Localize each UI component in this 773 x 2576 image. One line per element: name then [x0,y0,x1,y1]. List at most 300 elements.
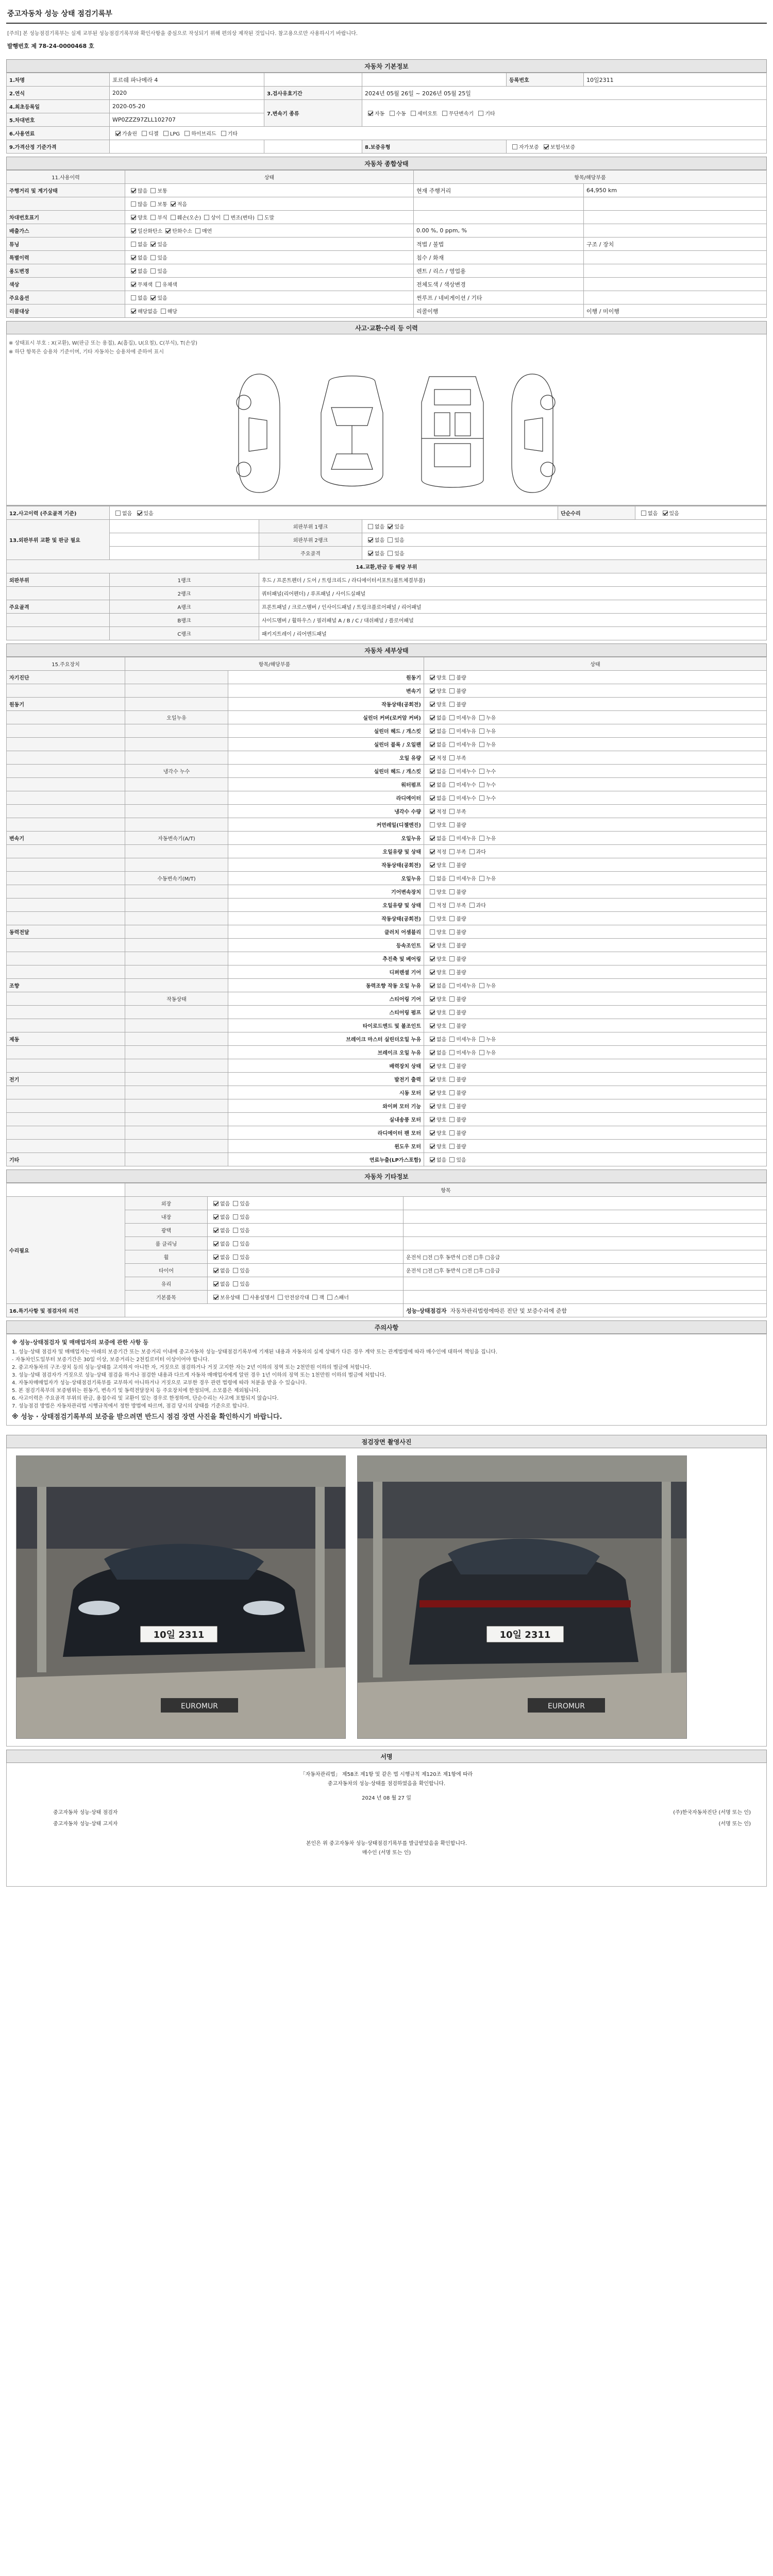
detail-item: 브레이크 오일 누유 [228,1046,424,1059]
detail-sub [125,738,228,751]
detail-group [7,711,125,724]
checkbox[interactable] [233,1241,238,1246]
detail-group [7,1086,125,1099]
general-row [7,264,767,278]
checkbox[interactable] [430,836,435,841]
detail-group: 원동기 [7,698,125,711]
checkbox[interactable] [479,983,484,988]
notes-line: 7. 성능점검 방법은 자동차관리법 시행규칙에서 정한 방법에 따르며, 점검 당시의 상태를 기준으로 합니다. [12,1403,249,1409]
general-row [7,184,767,197]
detail-sub [125,791,228,805]
detail-row [7,1126,767,1140]
detail-item: 실린더 커버(로커암 커버) [228,711,424,724]
checkbox[interactable] [150,295,156,300]
general-row [7,211,767,224]
doc-title: 중고자동차 성능 상태 점검기록부 [6,5,767,24]
checkbox[interactable] [430,1130,435,1136]
detail-group [7,912,125,925]
checkbox[interactable] [430,1117,435,1122]
checkbox[interactable] [430,728,435,734]
checkbox[interactable] [479,795,484,801]
checkbox[interactable] [479,782,484,787]
checkbox[interactable] [411,111,416,116]
checkbox[interactable] [221,131,226,136]
section-general: 자동차 종합상태 [6,157,767,170]
checkbox[interactable] [449,983,455,988]
detail-group [7,1099,125,1113]
checkbox[interactable] [449,1063,455,1069]
checkbox[interactable] [233,1201,238,1206]
general-value [584,264,767,278]
checkbox[interactable] [131,255,136,260]
checkbox[interactable] [449,742,455,747]
checkbox[interactable] [131,201,136,207]
general-extra [414,211,584,224]
checkbox[interactable] [641,511,646,516]
checkbox[interactable] [388,524,393,529]
checkbox[interactable] [131,268,136,274]
interior-view-icon [414,371,491,495]
detail-options: 없음 미세누유 누유 [424,979,767,992]
doc-notice: [주의] 본 성능점검기록부는 실제 교부된 성능점검기록부와 확인사항을 중심으로 작성되기 위해 편의상 제작된 것입니다. 참고용으로만 사용하시기 바랍니다. [7,31,358,37]
checkbox[interactable] [449,769,455,774]
extra-note: 운전석 □전 □후 동반석 □전 □후 □응급 [404,1264,767,1277]
checkbox[interactable] [449,943,455,948]
frame-row: 2랭크 쿼터패널(리어펜더) / 루프패널 / 사이드실패널 [7,587,767,600]
checkbox[interactable] [449,1077,455,1082]
detail-group: 기타 [7,1153,125,1166]
checkbox[interactable] [312,1295,317,1300]
detail-group [7,751,125,765]
detail-row [7,845,767,858]
checkbox[interactable] [430,916,435,921]
checkbox[interactable] [430,1050,435,1055]
checkbox[interactable] [449,889,455,894]
checkbox[interactable] [442,111,447,116]
left-side-view-icon [228,371,290,495]
checkbox[interactable] [131,282,136,287]
detail-group: 전기 [7,1073,125,1086]
checkbox[interactable] [430,1144,435,1149]
checkbox[interactable] [449,996,455,1002]
detail-group [7,1059,125,1073]
checkbox[interactable] [449,956,455,961]
detail-group: 자기진단 [7,671,125,684]
checkbox[interactable] [327,1295,332,1300]
detail-item: 등속조인트 [228,939,424,952]
checkbox[interactable] [430,983,435,988]
extra-row [7,1197,767,1210]
general-options: 없음 있음 [125,238,414,251]
checkbox[interactable] [449,795,455,801]
detail-options: 양호 불량 [424,818,767,832]
extra-item: 기본품목 [125,1291,208,1304]
checkbox[interactable] [430,1104,435,1109]
car-rear-image [358,1456,687,1739]
checkbox[interactable] [430,688,435,693]
checkbox[interactable] [430,1157,435,1162]
detail-options: 없음 미세누수 누수 [424,765,767,778]
checkbox[interactable] [449,1050,455,1055]
section-notes: 주의사항 [6,1320,767,1334]
detail-row [7,698,767,711]
checkbox[interactable] [390,111,395,116]
checkbox[interactable] [430,795,435,801]
extra-options: 없음 있음 [208,1264,404,1277]
checkbox[interactable] [213,1255,219,1260]
detail-options: 없음 미세누유 누유 [424,1032,767,1046]
detail-row [7,885,767,899]
checkbox[interactable] [213,1281,219,1286]
checkbox[interactable] [449,728,455,734]
detail-options: 양호 불량 [424,671,767,684]
checkbox[interactable] [479,715,484,720]
exch-label: 13.외판부위 교환 및 판금 필요 [7,520,110,560]
detail-row [7,1086,767,1099]
checkbox[interactable] [449,916,455,921]
checkbox[interactable] [150,215,156,220]
detail-row [7,671,767,684]
detail-sub [125,684,228,698]
top-view-icon [313,371,391,495]
extra-options: 없음 있음 [208,1250,404,1264]
general-extra: 리콜이행 [414,304,584,318]
checkbox[interactable] [479,728,484,734]
checkbox[interactable] [430,1037,435,1042]
general-row [7,238,767,251]
extra-options: 없음 있음 [208,1237,404,1250]
checkbox[interactable] [479,1037,484,1042]
insp-label: 3.검사유효기간 [264,87,362,100]
checkbox[interactable] [150,201,156,207]
checkbox[interactable] [449,1157,455,1162]
checkbox[interactable] [449,1037,455,1042]
checkbox[interactable] [388,551,393,556]
checkbox[interactable] [224,215,229,220]
name-value: 포르쉐 파나메라 4 [110,73,264,87]
general-label: 주요옵션 [7,291,125,304]
accident-legend: ※ 상태표시 부호 : X(교환), W(판금 또는 용접), A(흠집), U(요철), C(부식), T(손상) [9,341,197,346]
checkbox[interactable] [430,876,435,881]
checkbox[interactable] [449,970,455,975]
checkbox[interactable] [233,1228,238,1233]
detail-item: 스티어링 기어 [228,992,424,1006]
checkbox[interactable] [156,282,161,287]
checkbox[interactable] [479,1050,484,1055]
checkbox[interactable] [131,295,136,300]
detail-item: 냉각수 수량 [228,805,424,818]
detail-item: 라디에이터 [228,791,424,805]
checkbox[interactable] [213,1214,219,1219]
checkbox[interactable] [204,215,209,220]
checkbox[interactable] [449,1023,455,1028]
detail-group [7,818,125,832]
checkbox[interactable] [478,111,483,116]
reg-value: 10일2311 [584,73,767,87]
general-value: 64,950 km [584,184,767,197]
checkbox[interactable] [430,943,435,948]
checkbox[interactable] [512,144,517,149]
detail-item: 오일 유량 [228,751,424,765]
detail-item: 와이퍼 모터 기능 [228,1099,424,1113]
checkbox[interactable] [368,551,373,556]
general-label: 리콜대상 [7,304,125,318]
checkbox[interactable] [137,511,142,516]
detail-group [7,992,125,1006]
checkbox[interactable] [430,889,435,894]
checkbox[interactable] [150,268,156,274]
checkbox[interactable] [430,755,435,760]
checkbox[interactable] [430,929,435,935]
checkbox[interactable] [430,1023,435,1028]
checkbox[interactable] [233,1281,238,1286]
checkbox[interactable] [233,1255,238,1260]
checkbox[interactable] [449,836,455,841]
checkbox[interactable] [171,201,176,207]
checkbox[interactable] [213,1241,219,1246]
section-accident: 사고·교환·수리 등 이력 [6,321,767,334]
detail-item: 작동상태(공회전) [228,698,424,711]
checkbox[interactable] [449,702,455,707]
detail-sub: 냉각수 누수 [125,765,228,778]
checkbox[interactable] [469,849,475,854]
checkbox[interactable] [430,862,435,868]
frame-row: 외판부위 1랭크 후드 / 프론트펜더 / 도어 / 트렁크리드 / 라디에이터서포트(볼트체결부품) [7,573,767,587]
detail-group [7,872,125,885]
detail-options: 없음 미세누수 누수 [424,778,767,791]
checkbox[interactable] [165,228,171,233]
checkbox[interactable] [430,809,435,814]
checkbox[interactable] [479,836,484,841]
detail-row [7,992,767,1006]
checkbox[interactable] [163,131,169,136]
checkbox[interactable] [430,849,435,854]
warranty-label: 8.보증유형 [362,140,507,154]
checkbox[interactable] [449,929,455,935]
checkbox[interactable] [430,996,435,1002]
detail-options: 양호 불량 [424,1113,767,1126]
checkbox[interactable] [368,537,373,543]
general-label: 튜닝 [7,238,125,251]
general-label: 특별이력 [7,251,125,264]
checkbox[interactable] [213,1228,219,1233]
checkbox[interactable] [663,511,668,516]
inspection-photo-rear [357,1455,687,1739]
checkbox[interactable] [131,242,136,247]
checkbox[interactable] [243,1295,248,1300]
detail-options: 없음 미세누유 누유 [424,872,767,885]
general-row [7,304,767,318]
general-table [6,170,767,318]
detail-row [7,872,767,885]
checkbox[interactable] [449,862,455,868]
detail-row [7,1019,767,1032]
checkbox[interactable] [184,131,190,136]
checkbox[interactable] [449,688,455,693]
checkbox[interactable] [131,215,136,220]
checkbox[interactable] [233,1268,238,1273]
checkbox[interactable] [430,715,435,720]
plate-text: 10일 2311 [153,1630,205,1640]
checkbox[interactable] [430,903,435,908]
general-options: 해당없음 해당 [125,304,414,318]
detail-options: 양호 불량 [424,1059,767,1073]
trans-options: 자동 수동 세미오토 무단변속기 기타 [362,100,767,127]
checkbox[interactable] [171,215,176,220]
checkbox[interactable] [479,876,484,881]
general-value [584,197,767,211]
detail-sub [125,1059,228,1073]
checkbox[interactable] [449,849,455,854]
sign-line-1: 「자동차관리법」 제58조 제1항 및 같은 법 시행규칙 제120조 제1항에 따라 [300,1772,473,1777]
checkbox[interactable] [449,755,455,760]
checkbox[interactable] [142,131,147,136]
price-value [110,140,264,154]
checkbox[interactable] [430,1090,435,1095]
insp-value: 2024년 05월 26일 ~ 2026년 05월 25일 [362,87,767,100]
perf-row: 성능·상태점검자 자동차관리법령에따른 진단 및 보증수리에 준함 [404,1304,767,1317]
checkbox[interactable] [449,876,455,881]
checkbox[interactable] [449,1104,455,1109]
year-label: 2.연식 [7,87,110,100]
general-label [7,197,125,211]
detail-row [7,899,767,912]
document [6,5,767,1887]
detail-row [7,738,767,751]
checkbox[interactable] [150,188,156,193]
detail-row [7,965,767,979]
detail-sub [125,1073,228,1086]
extra-note [404,1277,767,1291]
detail-options: 없음 미세누유 누유 [424,711,767,724]
detail-sub [125,778,228,791]
checkbox[interactable] [544,144,549,149]
checkbox[interactable] [479,769,484,774]
checkbox[interactable] [368,111,373,116]
checkbox[interactable] [213,1295,219,1300]
checkbox[interactable] [150,255,156,260]
car-front-image [16,1456,346,1739]
notes-line: 5. 본 점검기록부의 보증범위는 원동기, 변속기 및 동력전달장치 등 주요장치에 한정되며, 소모품은 제외됩니다. [12,1388,261,1394]
section-basic: 자동차 기본정보 [6,59,767,73]
notes-line: 3. 성능·상태 점검자가 거짓으로 성능·상태 점검을 하거나 점검한 내용과 다르게 자동차 매매업자에게 알린 경우 1년 이하의 징역 또는 1천만원 이하의 벌금에 처합니다. [12,1372,386,1378]
detail-item: 작동상태(공회전) [228,912,424,925]
checkbox[interactable] [469,903,475,908]
price-label: 9.가격산정 기준가격 [7,140,110,154]
general-value [584,224,767,238]
detail-options: 양호 불량 [424,1073,767,1086]
checkbox[interactable] [430,956,435,961]
checkbox[interactable] [449,715,455,720]
extra-item: 외장 [125,1197,208,1210]
trans-label: 7.변속기 종류 [264,100,362,127]
detail-row [7,724,767,738]
checkbox[interactable] [258,215,263,220]
checkbox[interactable] [430,769,435,774]
checkbox[interactable] [131,188,136,193]
detail-group [7,1113,125,1126]
checkbox[interactable] [449,903,455,908]
checkbox[interactable] [150,242,156,247]
accident-legend-2: ※ 하단 항목은 승용차 기준이며, 기타 자동차는 승용차에 준하여 표시 [9,349,164,355]
checkbox[interactable] [115,511,121,516]
detail-options: 양호 불량 [424,1126,767,1140]
general-options: 많음 보통 [125,184,414,197]
detail-sub [125,899,228,912]
checkbox[interactable] [161,309,166,314]
checkbox[interactable] [115,131,121,136]
frame-row: 주요골격 A랭크 프론트패널 / 크로스멤버 / 인사이드패널 / 트렁크플로어패널 / 리어패널 [7,600,767,614]
checkbox[interactable] [449,822,455,827]
checkbox[interactable] [278,1295,283,1300]
accident-table: 12.사고이력 (주요골격 기준) 없음 있음 단순수리 없음 있음 13.외판부위 교환 및 판금 필요 외판부위 1랭크 없음 있음 외판부위 2랭크 없음 있음 주요골격 없음 있음 14.교환,판금 등 해당 부위 외판부위 1랭크 후드 / 프론트펜더 / 도어 / 트렁크리드 / 라디에이터서포트(볼트체결부품) 2랭크 쿼터패널(리어펜더) / 루프패널 / 사이드실패널 주요골격 A랭크 프론트패널 / 크로스멤버 / 인사이드패널 / 트렁크플로어패널 / 리어패널 B랭크 사이드멤버 / 휠하우스 / 필러패널 A / B / C / 대쉬패널 / 플로어패널 C랭크 패키지트레이 / 리어엔드패널 [6,506,767,640]
checkbox[interactable] [430,822,435,827]
checkbox[interactable] [430,742,435,747]
checkbox[interactable] [430,782,435,787]
checkbox[interactable] [449,1090,455,1095]
detail-options: 양호 불량 [424,1140,767,1153]
detail-row [7,858,767,872]
detail-item: 커먼레일(디젤엔진) [228,818,424,832]
checkbox[interactable] [449,1010,455,1015]
general-body [7,184,767,318]
sign-c2v: (서명 또는 인) [718,1821,751,1827]
detail-row [7,939,767,952]
checkbox[interactable] [449,1130,455,1136]
checkbox[interactable] [131,228,136,233]
checkbox[interactable] [479,742,484,747]
notes-box [6,1334,767,1426]
checkbox[interactable] [388,537,393,543]
detail-options: 양호 불량 [424,684,767,698]
checkbox[interactable] [430,1063,435,1069]
signature-box [6,1763,767,1887]
checkbox[interactable] [213,1201,219,1206]
general-options: 없음 있음 [125,251,414,264]
checkbox[interactable] [430,702,435,707]
detail-row [7,952,767,965]
detail-row [7,711,767,724]
detail-item: 동력조향 작동 오일 누유 [228,979,424,992]
checkbox[interactable] [233,1214,238,1219]
checkbox[interactable] [430,970,435,975]
detail-item: 타이로드엔드 및 볼조인트 [228,1019,424,1032]
detail-row [7,1006,767,1019]
checkbox[interactable] [213,1268,219,1273]
checkbox[interactable] [195,228,200,233]
detail-sub [125,885,228,899]
general-label: 차대번호표기 [7,211,125,224]
checkbox[interactable] [131,309,136,314]
checkbox[interactable] [368,524,373,529]
detail-item: 스티어링 펌프 [228,1006,424,1019]
checkbox[interactable] [430,1077,435,1082]
checkbox[interactable] [449,1144,455,1149]
vin-label: 5.차대번호 [7,113,110,127]
frame-row: B랭크 사이드멤버 / 휠하우스 / 필러패널 A / B / C / 대쉬패널 / 플로어패널 [7,614,767,627]
sign-c2: 중고자동차 성능·상태 고지자 [53,1821,118,1827]
detail-sub [125,858,228,872]
checkbox[interactable] [449,675,455,680]
checkbox[interactable] [430,1010,435,1015]
checkbox[interactable] [449,1117,455,1122]
checkbox[interactable] [449,782,455,787]
checkbox[interactable] [449,809,455,814]
checkbox[interactable] [430,675,435,680]
section-sign: 서명 [6,1750,767,1763]
extra-options: 보유상태 사용설명서 안전삼각대 잭 스패너 [208,1291,404,1304]
detail-sub [125,698,228,711]
